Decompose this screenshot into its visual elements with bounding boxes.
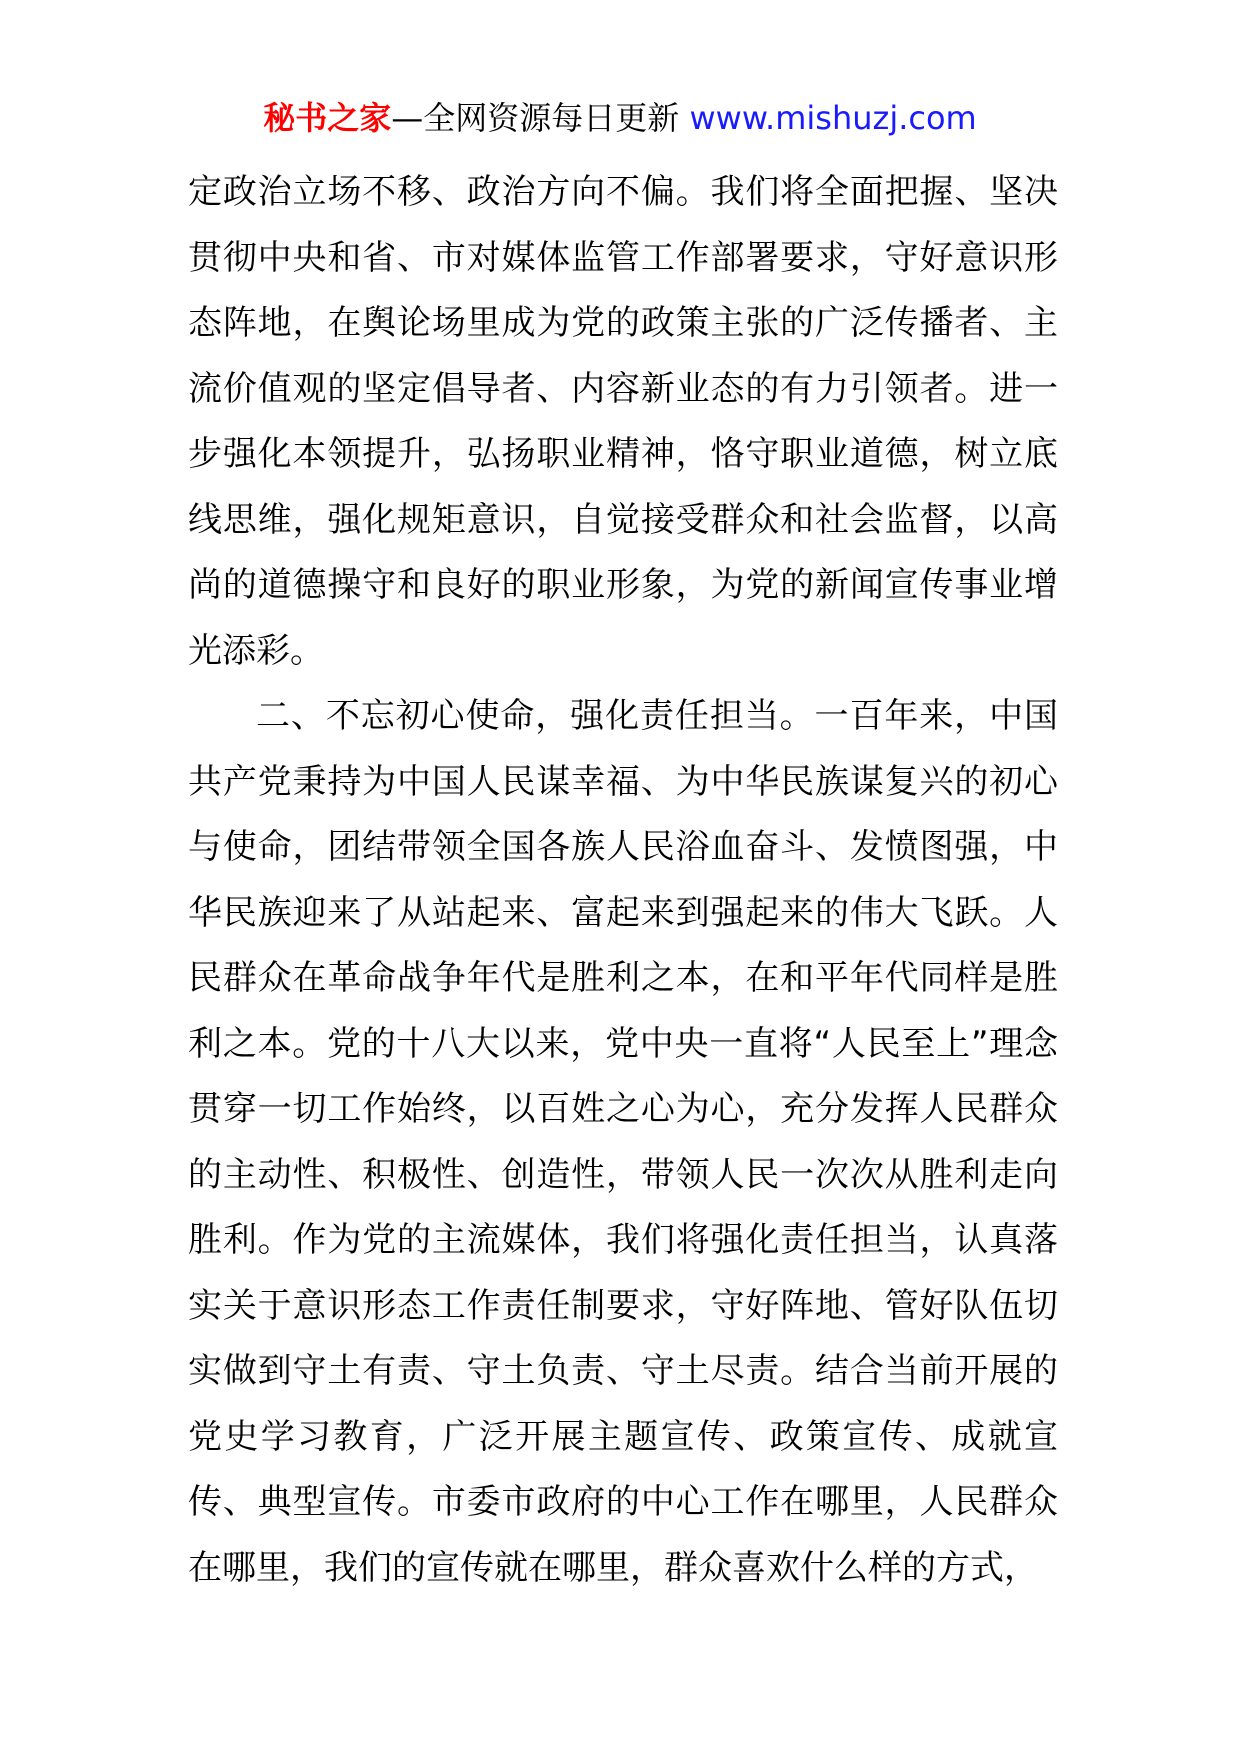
brand-name: 秘书之家	[263, 99, 392, 137]
site-link[interactable]: www.mishuzj.com	[689, 99, 977, 137]
document-body	[188, 160, 1058, 1601]
header-tagline: —全网资源每日更新	[391, 99, 680, 137]
paragraph-section-two: 二、不忘初心使命，强化责任担当。一百年来，中国共产党秉持为中国人民谋幸福、为中华民族谋复兴的初心与使命，团结带领全国各族人民浴血奋斗、发愤图强，中华民族迎来了从站起来、富起来到强起来的伟大飞跃。人民群众在革命战争年代是胜利之本，在和平年代同样是胜利之本。党的十八大以来，党中央一直将“人民至上”理念贯穿一切工作始终，以百姓之心为心，充分发挥人民群众的主动性、积极性、创造性，带领人民一次次从胜利走向胜利。作为党的主流媒体，我们将强化责任担当，认真落实关于意识形态工作责任制要求，守好阵地、管好队伍切实做到守土有责、守土负责、守土尽责。结合当前开展的党史学习教育，广泛开展主题宣传、政策宣传、成就宣传、典型宣传。市委市政府的中心工作在哪里，人民群众在哪里，我们的宣传就在哪里，群众喜欢什么样的方式，	[188, 696, 1058, 1588]
paragraph-continued: 定政治立场不移、政治方向不偏。我们将全面把握、坚决贯彻中央和省、市对媒体监管工作部署要求，守好意识形态阵地，在舆论场里成为党的政策主张的广泛传播者、主流价值观的坚定倡导者、内容新业态的有力引领者。进一步强化本领提升，弘扬职业精神，恪守职业道德，树立底线思维，强化规矩意识，自觉接受群众和社会监督，以高尚的道德操守和良好的职业形象，为党的新闻宣传事业增光添彩。	[188, 172, 1058, 671]
page-header	[0, 96, 1240, 140]
